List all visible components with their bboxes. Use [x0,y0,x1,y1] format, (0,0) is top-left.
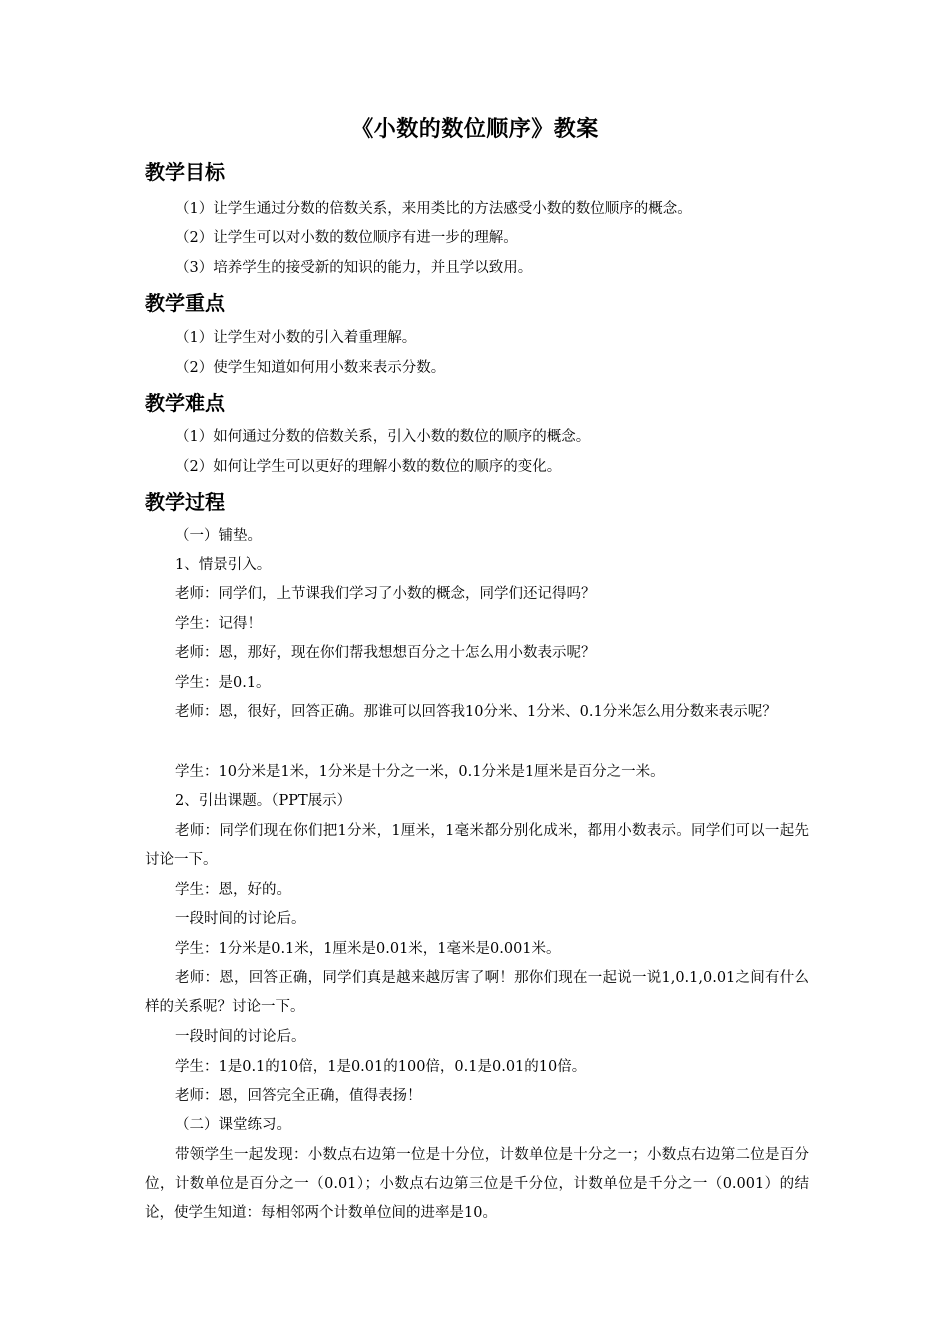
process-paragraph: 1、情景引入。 [175,557,272,573]
section-heading-key-points: 教学重点 [145,291,225,315]
difficulty-paragraph: （1）如何通过分数的倍数关系，引入小数的数位的顺序的概念。 [175,429,591,445]
process-paragraph: 学生：1分米是0.1米，1厘米是0.01米，1毫米是0.001米。 [175,941,561,957]
process-paragraph: （一）铺垫。 [175,528,262,544]
process-paragraph: 学生：是0.1。 [175,675,271,691]
section-heading-process: 教学过程 [145,490,225,514]
process-paragraph: 2、引出课题。（PPT展示） [175,793,352,809]
process-paragraph: 一段时间的讨论后。 [175,1029,306,1045]
process-paragraph: 学生：1是0.1的10倍，1是0.01的100倍，0.1是0.01的10倍。 [175,1059,587,1075]
objective-paragraph: （2）让学生可以对小数的数位顺序有进一步的理解。 [175,230,518,246]
document-title: 《小数的数位顺序》教案 [351,117,599,142]
objective-paragraph: （1）让学生通过分数的倍数关系，来用类比的方法感受小数的数位顺序的概念。 [175,201,692,217]
process-paragraph: 老师：恩，很好，回答正确。那谁可以回答我10分米、1分米、0.1分米怎么用分数来表示呢？ [175,704,777,720]
process-paragraph: 学生：记得！ [175,616,262,632]
key-point-paragraph: （2）使学生知道如何用小数来表示分数。 [175,360,446,376]
process-paragraph: 老师：恩，回答正确，同学们真是越来越厉害了啊！那你们现在一起说一说1,0.1,0.01之间有什么样的关系呢？讨论一下。 [145,970,809,1015]
process-paragraph: 一段时间的讨论后。 [175,911,306,927]
section-heading-difficulties: 教学难点 [145,391,225,415]
process-paragraph: 学生：恩，好的。 [175,882,291,898]
section-heading-objectives: 教学目标 [145,160,225,184]
objective-paragraph: （3）培养学生的接受新的知识的能力，并且学以致用。 [175,260,533,276]
process-paragraph: 老师：恩，那好，现在你们帮我想想百分之十怎么用小数表示呢？ [175,645,596,661]
process-paragraph: 老师：同学们，上节课我们学习了小数的概念，同学们还记得吗？ [175,586,596,602]
key-point-paragraph: （1）让学生对小数的引入着重理解。 [175,330,417,346]
difficulty-paragraph: （2）如何让学生可以更好的理解小数的数位的顺序的变化。 [175,459,562,475]
process-paragraph: （二）课堂练习。 [175,1117,291,1133]
process-paragraph: 带领学生一起发现：小数点右边第一位是十分位，计数单位是十分之一；小数点右边第二位是百分位，计数单位是百分之一（0.01）；小数点右边第三位是千分位，计数单位是千分之一（0.001）的结论，使学生知道：每相邻两个计数单位间的进率是10。 [145,1147,809,1221]
process-paragraph: 老师：恩，回答完全正确，值得表扬！ [175,1088,422,1104]
process-paragraph: 老师：同学们现在你们把1分米，1厘米，1毫米都分别化成米，都用小数表示。同学们可以一起先讨论一下。 [145,823,809,868]
process-paragraph: 学生：10分米是1米，1分米是十分之一米，0.1分米是1厘米是百分之一米。 [175,764,665,780]
